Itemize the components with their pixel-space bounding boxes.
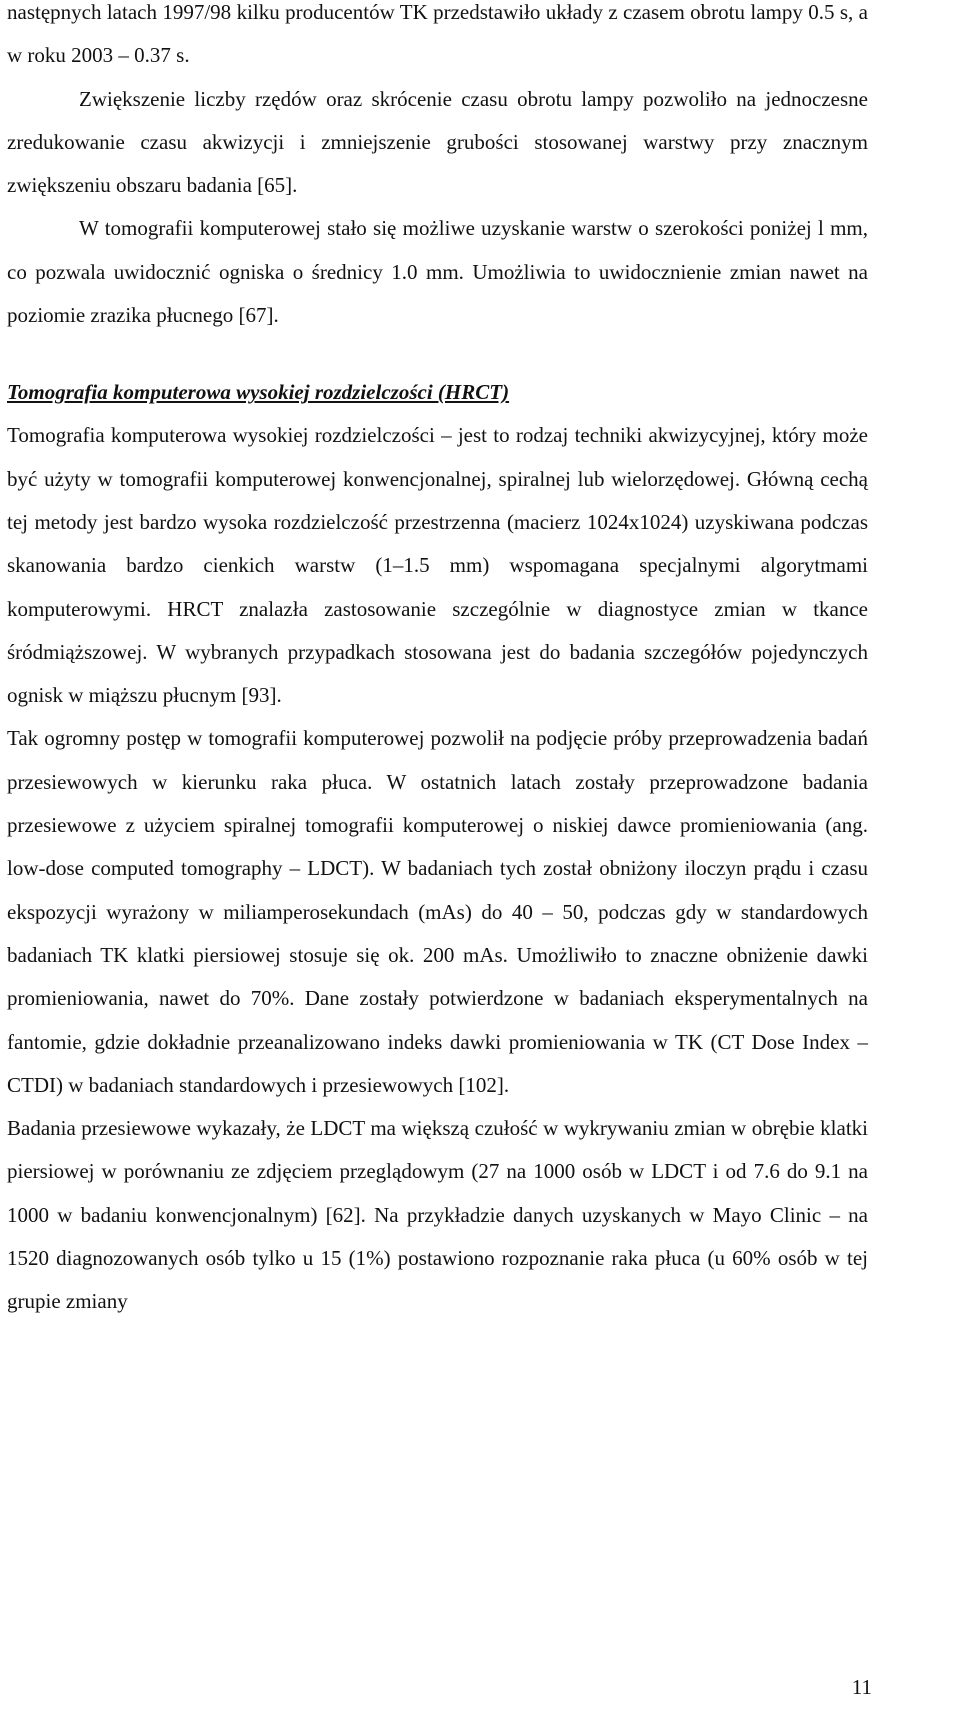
paragraph-row-count: Zwiększenie liczby rzędów oraz skrócenie czasu obrotu lampy pozwoliło na jednoczesne zredukowanie czasu akwizycji i zmniejszenie grubości stosowanej warstwy przy znacznym zwiększeniu obszaru badania [65]. (7, 86, 868, 198)
page-number: 11 (851, 1675, 872, 1699)
paragraph-hrct-definition: Tomografia komputerowa wysokiej rozdzielczości – jest to rodzaj techniki akwizycyjnej, który może być użyty w tomografii komputerowej konwencjonalnej, spiralnej lub wielorzędowej. Główną cechą tej metody jest bardzo wysoka rozdzielczość przestrzenna (macierz 1024x1024) uzyskiwana podczas skanowania bardzo cienkich warstw (1–1.5 mm) wspomagana specjalnymi algorytmami komputerowymi. HRCT znalazła zastosowanie szczególnie w diagnostyce zmian w tkance śródmiąższowej. W wybranych przypadkach stosowana jest do badania szczegółów pojedynczych ognisk w miąższu płucnym [93]. (7, 423, 868, 708)
section-heading-hrct: Tomografia komputerowa wysokiej rozdzielczości (HRCT) (7, 380, 510, 405)
paragraph-ldct-screening: Tak ogromny postęp w tomografii komputerowej pozwolił na podjęcie próby przeprowadzenia badań przesiewowych w kierunku raka płuca. W ostatnich latach zostały przeprowadzone badania przesiewowe z użyciem spiralnej tomografii komputerowej o niskiej dawce promieniowania (ang. low-dose computed tomography – LDCT). W badaniach tych został obniżony iloczyn prądu i czasu ekspozycji wyrażony w miliamperosekundach (mAs) do 40 – 50, podczas gdy w standardowych badaniach TK klatki piersiowej stosuje się ok. 200 mAs. Umożliwiło to znaczne obniżenie dawki promieniowania, nawet do 70%. Dane zostały potwierdzone w badaniach eksperymentalnych na fantomie, gdzie dokładnie przeanalizowano indeks dawki promieniowania w TK (CT Dose Index – CTDI) w badaniach standardowych i przesiewowych [102]. (7, 726, 868, 1097)
paragraph-continuation: następnych latach 1997/98 kilku producentów TK przedstawiło układy z czasem obrotu lampy 0.5 s, a w roku 2003 – 0.37 s. (7, 0, 868, 68)
paragraph-slice-thickness: W tomografii komputerowej stało się możliwe uzyskanie warstw o szerokości poniżej l mm, co pozwala uwidocznić ogniska o średnicy 1.0 mm. Umożliwia to uwidocznienie zmian nawet na poziomie zrazika płucnego [67]. (7, 216, 868, 328)
paragraph-ldct-sensitivity: Badania przesiewowe wykazały, że LDCT ma większą czułość w wykrywaniu zmian w obrębie klatki piersiowej w porównaniu ze zdjęciem przeglądowym (27 na 1000 osób w LDCT i od 7.6 do 9.1 na 1000 w badaniu konwencjonalnym) [62]. Na przykładzie danych uzyskanych w Mayo Clinic – na 1520 diagnozowanych osób tylko u 15 (1%) postawiono rozpoznanie raka płuca (u 60% osób w tej grupie zmiany (7, 1116, 868, 1314)
